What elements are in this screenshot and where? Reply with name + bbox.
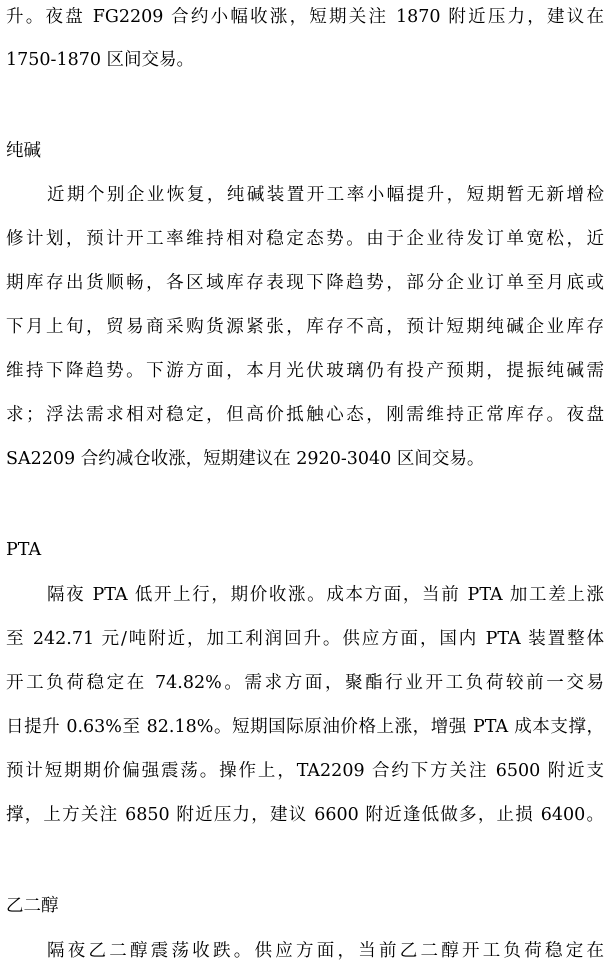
paragraph-line: 下月上旬，贸易商采购货源紧张，库存不高，预计短期纯碱企业库存 xyxy=(6,317,604,337)
paragraph-line: 近期个别企业恢复，纯碱装置开工率小幅提升，短期暂无新增检 xyxy=(47,185,604,205)
paragraph-line: 维持下降趋势。下游方面，本月光伏玻璃仍有投产预期，提振纯碱需 xyxy=(6,361,604,381)
paragraph-line: 修计划，预计开工率维持相对稳定态势。由于企业待发订单宽松，近 xyxy=(6,229,604,249)
paragraph-line: 预计短期期价偏强震荡。操作上，TA2209 合约下方关注 6500 附近支 xyxy=(6,761,604,781)
paragraph-line: SA2209 合约减仓收涨，短期建议在 2920-3040 区间交易。 xyxy=(6,449,485,469)
intro-line-1: 升。夜盘 FG2209 合约小幅收涨，短期关注 1870 附近压力，建议在 xyxy=(6,7,604,27)
paragraph-line: 隔夜乙二醇震荡收跌。供应方面，当前乙二醇开工负荷稳定在 xyxy=(47,941,604,961)
paragraph-line: 日提升 0.63%至 82.18%。短期国际原油价格上涨，增强 PTA 成本支撑， xyxy=(6,717,604,737)
section-heading-pta: PTA xyxy=(6,540,42,560)
section-heading-ethylene-glycol: 乙二醇 xyxy=(6,896,59,916)
paragraph-line: 开工负荷稳定在 74.82%。需求方面，聚酯行业开工负荷较前一交易 xyxy=(6,673,604,693)
paragraph-line: 撑，上方关注 6850 附近压力，建议 6600 附近逢低做多，止损 6400。 xyxy=(6,805,604,825)
paragraph-line: 期库存出货顺畅，各区域库存表现下降趋势，部分企业订单至月底或 xyxy=(6,273,604,293)
paragraph-line: 至 242.71 元/吨附近，加工利润回升。供应方面，国内 PTA 装置整体 xyxy=(6,629,604,649)
intro-line-2: 1750-1870 区间交易。 xyxy=(6,50,195,70)
paragraph-line: 隔夜 PTA 低开上行，期价收涨。成本方面，当前 PTA 加工差上涨 xyxy=(47,585,604,605)
paragraph-line: 求；浮法需求相对稳定，但高价抵触心态，刚需维持正常库存。夜盘 xyxy=(6,405,604,425)
section-heading-soda-ash: 纯碱 xyxy=(6,141,41,161)
